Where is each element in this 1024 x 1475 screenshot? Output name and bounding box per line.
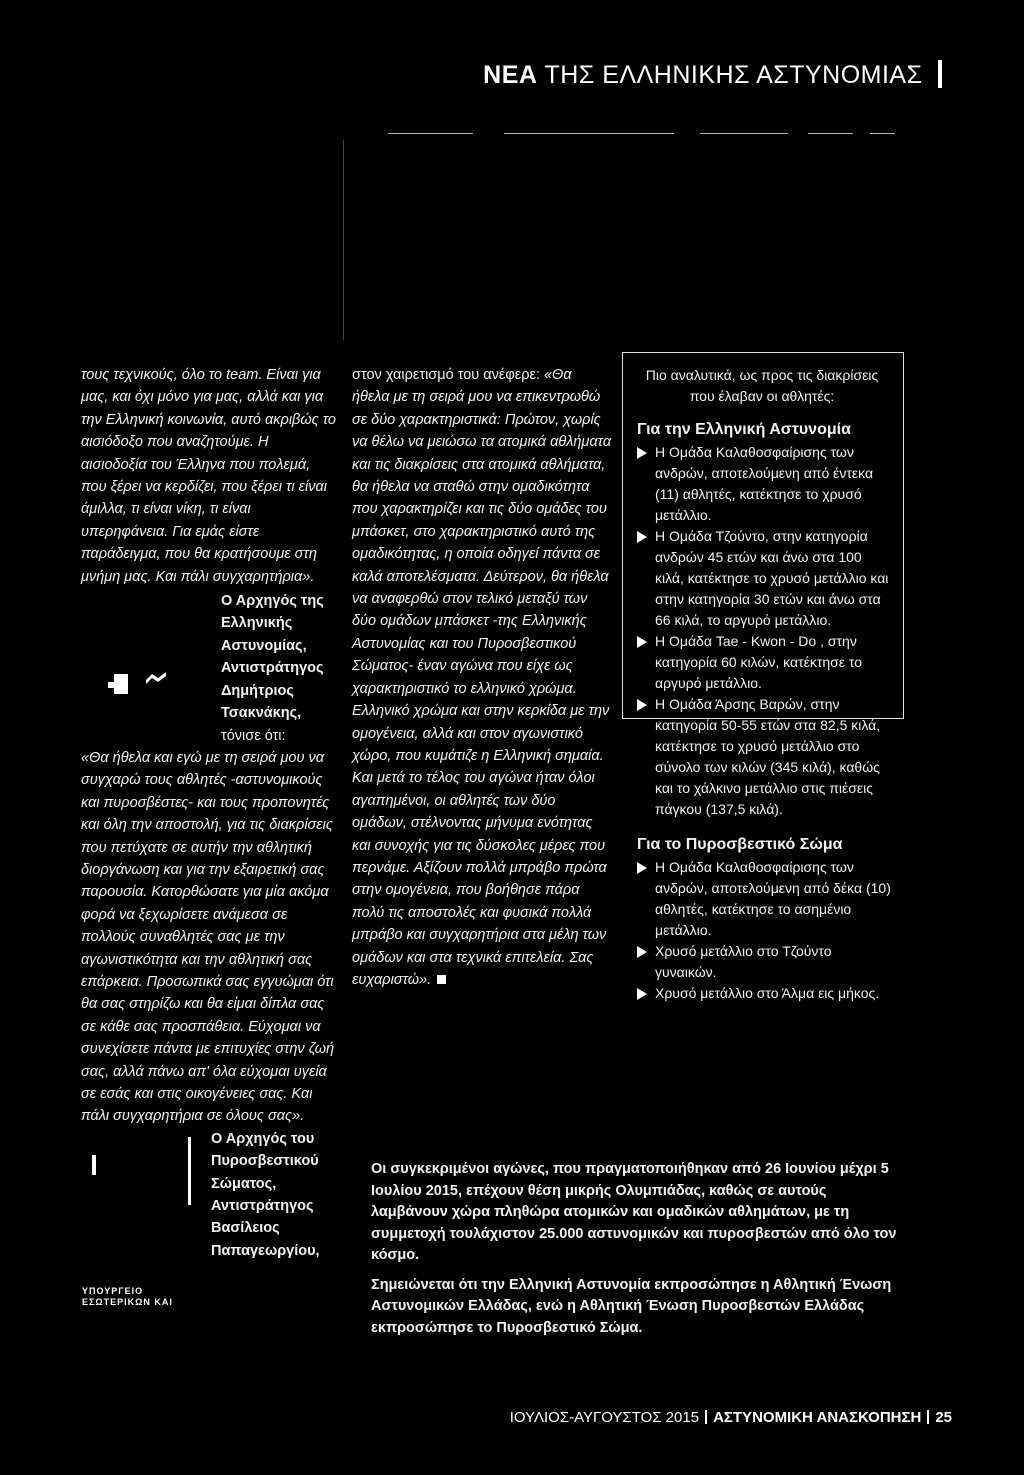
chief-police-said: τόνισε ότι: (221, 727, 286, 744)
ministry-logo-text (82, 1286, 173, 1308)
list-item: Η Ομάδα Tae - Kwon - Do , στην κατηγορία 60 κιλών, κατέκτησε το αργυρό μετάλλιο. (637, 631, 891, 694)
triangle-bullet-icon (637, 636, 647, 648)
box-section-fire-list (633, 857, 891, 1004)
article-column-2 (352, 364, 612, 991)
list-item: Η Ομάδα Άρσης Βαρών, στην κατηγορία 50-55 ετών στα 82,5 κιλά, κατέκτησε το χρυσό μετάλλιο στο σύνολο των κιλών (345 κιλά), καθώς και το χάλκινο μετάλλιο στις πιέσεις πάγκου (137,5 κιλά). (637, 694, 891, 820)
header-rest: ΤΗΣ ΕΛΛΗΝΙΚΗΣ ΑΣΤΥΝΟΜΙΑΣ (544, 61, 923, 89)
photo-edge-line (188, 1137, 191, 1205)
col2-paragraph (352, 364, 612, 991)
col1-paragraph-2 (81, 590, 337, 747)
col1-paragraph-3 (81, 1128, 337, 1262)
col1-paragraph-1: τους τεχνικούς, όλο το team. Είναι για μας, και όχι μόνο για μας, αλλά και για την Ελληνική κοινωνία, αυτό ακριβώς το αισιόδοξο που αναζητούμε. Η αισιοδοξία του Έλληνα που πολεμά, που ξέρει να κερδίζει, που ξέρει τι είναι άμιλλα, τι είναι νίκη, τι είναι υπερηφάνεια. Για εμάς είστε παράδειγμα, που θα κρατήσουμε στη μνήμη μας. Και πάλι συγχαρητήρια». (81, 367, 336, 585)
triangle-bullet-icon (637, 447, 647, 459)
list-item: Η Ομάδα Καλαθοσφαίρισης των ανδρών, αποτελούμενη από δέκα (10) αθλητές, κατέκτησε το ασημένιο μετάλλιο. (637, 857, 891, 941)
footer-date: ΙΟΥΛΙΟΣ-ΑΥΓΟΥΣΤΟΣ 2015 (509, 1409, 700, 1426)
end-mark (437, 975, 446, 984)
triangle-bullet-icon (637, 699, 647, 711)
list-item: Η Ομάδα Καλαθοσφαίρισης των ανδρών, αποτελούμενη από έντεκα (11) αθλητές, κατέκτησε το χρυσό μετάλλιο. (637, 442, 891, 526)
header-rule (388, 133, 473, 134)
box-section-police-title: Για την Ελληνική Αστυνομία (637, 421, 851, 438)
header-rule (808, 133, 853, 134)
logo-line-2: ΕΣΩΤΕΡΙΚΩΝ ΚΑΙ (82, 1297, 173, 1307)
footer-separator (927, 1410, 929, 1424)
photo-fragment-icon (108, 672, 138, 696)
footer-magazine: ΑΣΤΥΝΟΜΙΚΗ ΑΝΑΣΚΟΠΗΣΗ (713, 1409, 922, 1426)
chief-police-quote: «Θα ήθελα και εγώ με τη σειρά μου να συγχαρώ τους αθλητές -αστυνομικούς και πυροσβέστες- και τους προπονητές και όλη την αποστολή, για τις διακρίσεις που πετύχατε σε αυτήν την αθλητική διοργάνωση και για την εξαιρετική σας παρουσία. Κατορθώσατε για μία ακόμα φορά να ξεχωρίσετε ανάμεσα σε πολλούς συναθλητές σας με την αγωνιστικότητα και την αθλητική σας επάρκεια. Προσωπικά σας εγγυώμαι ότι θα σας στηρίζω και θα είμαι δίπλα σας σε κάθε σας προσπάθεια. Εύχομαι να συνεχίσετε πάντα με επιτυχίες στην ζωή σας, αλλά πάνω απ' όλα εύχομαι υγεία σε εσάς και στις οικογένειες σας. Και πάλι συγχαρητήρια σε όλους σας». (81, 749, 335, 1125)
footer-separator (705, 1410, 707, 1424)
list-item: Χρυσό μετάλλιο στο Άλμα εις μήκος. (637, 983, 891, 1004)
header-rule (870, 133, 895, 134)
summary-paragraph-2: Σημειώνεται ότι την Ελληνική Αστυνομία εκπροσώπησε η Αθλητική Ένωση Αστυνομικών Ελλάδας, ενώ η Αθλητική Ένωση Πυροσβεστών Ελλάδας εκπροσώπησε το Πυροσβεστικό Σώμα. (371, 1276, 892, 1336)
chief-fire-name: Ο Αρχηγός του Πυροσβεστικού Σώματος, Αντιστράτηγος Βασίλειος Παπαγεωργίου, (211, 1130, 320, 1259)
box-intro: Πιο αναλυτικά, ως προς τις διακρίσεις που έλαβαν οι αθλητές: (645, 367, 879, 404)
photo-fragment-icon (146, 672, 166, 684)
triangle-bullet-icon (637, 862, 647, 874)
list-item: Η Ομάδα Τζούντο, στην κατηγορία ανδρών 45 ετών και άνω στα 100 κιλά, κατέκτησε το χρυσό μετάλλιο και στην κατηγορία 30 ετών και άνω στα 66 κιλά, το αργυρό μετάλλιο. (637, 526, 891, 631)
list-item: Χρυσό μετάλλιο στο Τζούντο γυναικών. (637, 941, 891, 983)
page-number: 25 (935, 1409, 952, 1426)
chief-fire-quote-1: «Θα ήθελα με τη σειρά μου να επικεντρωθώ σε δύο χαρακτηριστικά: Πρώτον, χωρίς να θέλω να μειώσω τα ατομικά αθλήματα και τις διακρίσεις στα ατομικά αθλήματα, θα ήθελα να σταθώ στην ομαδικότητα που χαρακτηρίζει και τις δύο ομάδες του μπάσκετ, στο χαρακτηριστικό αυτό της ομαδικότητας, η οποία οδηγεί πάντα σε καλά αποτελέσματα. Δεύτερον, θα ήθελα να αναφερθώ στον τελικό μεταξύ των δύο ομάδων μπάσκετ -της Ελληνικής Αστυνομίας και του Πυροσβεστικού Σώματος- έναν αγώνα που είχε ως χαρακτηριστικό το ελληνικό χρώμα. (352, 367, 612, 697)
page-footer (510, 1409, 952, 1426)
header-rule (504, 133, 674, 134)
column-divider (343, 140, 344, 340)
header-rule (700, 133, 788, 134)
chief-fire-quote-2: Ελληνικό χρώμα και στην κερκίδα με την ομογένεια, αλλά και στον αγωνιστικό χώρο, που κυμάτιζε η Ελληνική σημαία. Και μετά το τέλος του αγώνα ήταν όλοι αγαπημένοι, οι αθλητές των δύο ομάδων, στέλνοντας μήνυμα ενότητας και συνοχής για τις δύσκολες μέρες που περνάμε. Αξίζουν πολλά μπράβο πρώτα στην ομογένεια, που βοήθησε πάρα πολύ τις αποστολές και φυσικά πολλά μπράβο και συγχαρητήρια στα μέλη των ομάδων και στα τεχνικά επιτελεία. Σας ευχαριστώ». (352, 703, 610, 988)
logo-line-1: ΥΠΟΥΡΓΕΙΟ (82, 1286, 144, 1296)
triangle-bullet-icon (637, 531, 647, 543)
running-header (483, 60, 942, 90)
triangle-bullet-icon (637, 988, 647, 1000)
results-box (622, 352, 904, 1001)
header-bold: ΝΕΑ (483, 61, 538, 89)
box-section-fire-title: Για το Πυροσβεστικό Σώμα (637, 836, 843, 853)
photo-fragment-icon (92, 1155, 96, 1175)
header-bar (938, 60, 942, 88)
bottom-summary (371, 1159, 901, 1347)
chief-fire-said: στον χαιρετισμό του ανέφερε: (352, 367, 540, 383)
chief-police-name: Ο Αρχηγός της Ελληνικής Αστυνομίας, Αντιστράτηγος Δημήτριος Τσακνάκης, (221, 593, 324, 722)
article-column-1 (81, 364, 337, 1262)
summary-paragraph-1: Οι συγκεκριμένοι αγώνες, που πραγματοποιήθηκαν από 26 Ιουνίου μέχρι 5 Ιουλίου 2015, επέχουν θέση μικρής Ολυμπιάδας, καθώς σε αυτούς λαμβάνουν χώρα πληθώρα ατομικών και ομαδικών αθλημάτων, με τη συμμετοχή τουλάχιστον 25.000 αστυνομικών και πυροσβεστών από όλο τον κόσμο. (371, 1161, 897, 1263)
triangle-bullet-icon (637, 946, 647, 958)
box-section-police-list (633, 442, 891, 820)
